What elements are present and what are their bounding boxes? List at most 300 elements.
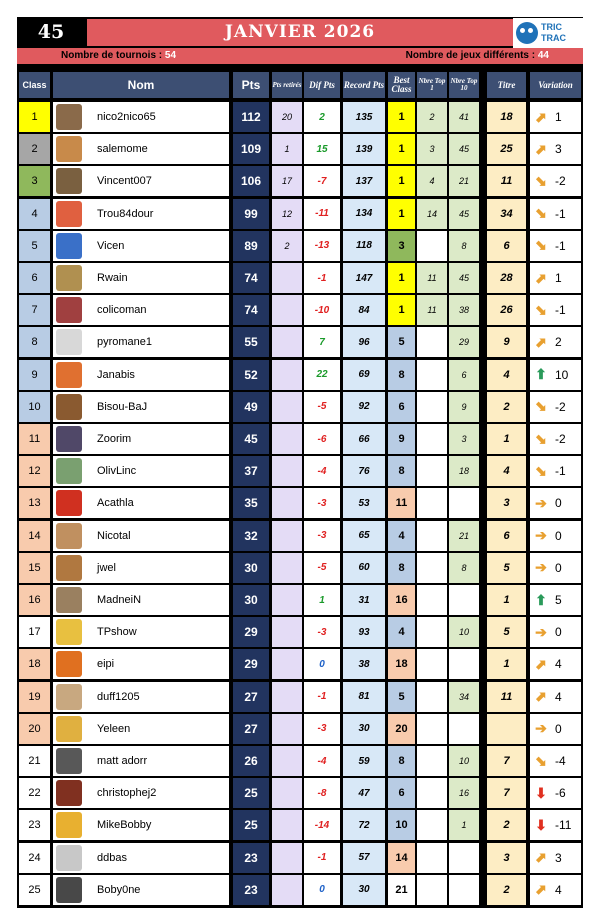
points-cell: 37 — [233, 456, 269, 486]
best-class-cell: 1 — [388, 102, 415, 132]
titles-cell: 5 — [487, 617, 526, 647]
best-class-cell: 1 — [388, 295, 415, 325]
best-class-cell: 8 — [388, 360, 415, 390]
best-class-cell: 9 — [388, 424, 415, 454]
avatar-icon — [56, 877, 82, 903]
points-cell: 45 — [233, 424, 269, 454]
titles-cell: 2 — [487, 875, 526, 905]
top1-count-cell — [417, 521, 447, 551]
table-row — [17, 843, 583, 873]
titles-cell: 5 — [487, 553, 526, 583]
points-removed-cell — [272, 521, 302, 551]
avatar-icon — [56, 555, 82, 581]
points-removed-cell: 1 — [272, 134, 302, 164]
table-row — [17, 327, 583, 357]
variation-value: -4 — [555, 754, 566, 768]
rank-cell: 6 — [19, 263, 50, 293]
best-class-cell: 1 — [388, 263, 415, 293]
avatar-icon — [56, 104, 82, 130]
ranking-board — [17, 17, 583, 908]
player-avatar — [53, 327, 85, 357]
col-header-best: Best Class — [388, 72, 415, 98]
top10-count-cell: 41 — [449, 102, 479, 132]
points-removed-cell: 17 — [272, 166, 302, 196]
player-name: salemome — [85, 134, 229, 164]
points-removed-cell — [272, 456, 302, 486]
col-header-top10: Nbre Top 10 — [449, 72, 479, 98]
titles-cell: 4 — [487, 456, 526, 486]
variation-cell — [530, 263, 581, 293]
record-points-cell: 93 — [343, 617, 385, 647]
player-name: Trou84dour — [85, 199, 229, 229]
best-class-cell: 6 — [388, 392, 415, 422]
top10-count-cell: 45 — [449, 134, 479, 164]
player-name: ddbas — [85, 843, 229, 873]
top1-count-cell — [417, 617, 447, 647]
best-class-cell: 10 — [388, 810, 415, 840]
top1-count-cell — [417, 810, 447, 840]
variation-value: -1 — [555, 238, 566, 253]
points-diff-cell: -13 — [304, 231, 340, 261]
variation-value: 1 — [555, 271, 562, 285]
player-avatar — [53, 263, 85, 293]
titles-cell: 2 — [487, 392, 526, 422]
record-points-cell: 30 — [343, 875, 385, 905]
down-right-arrow-icon: ⬊ — [535, 205, 547, 222]
player-name: Bisou-BaJ — [85, 392, 229, 422]
points-cell: 106 — [233, 166, 269, 196]
player-name: Rwain — [85, 263, 229, 293]
up-right-arrow-icon: ⬈ — [535, 655, 547, 672]
points-cell: 23 — [233, 875, 269, 905]
top10-count-cell: 8 — [449, 231, 479, 261]
player-avatar — [53, 521, 85, 551]
down-right-arrow-icon: ⬊ — [535, 301, 547, 318]
best-class-cell: 8 — [388, 746, 415, 776]
top10-count-cell: 9 — [449, 392, 479, 422]
player-avatar — [53, 746, 85, 776]
titles-cell: 6 — [487, 521, 526, 551]
variation-cell — [530, 166, 581, 196]
rank-cell: 20 — [19, 714, 50, 744]
record-points-cell: 147 — [343, 263, 385, 293]
points-cell: 23 — [233, 843, 269, 873]
titles-cell: 4 — [487, 360, 526, 390]
variation-cell — [530, 714, 581, 744]
top1-count-cell: 14 — [417, 199, 447, 229]
points-diff-cell: -6 — [304, 424, 340, 454]
record-points-cell: 118 — [343, 231, 385, 261]
down-arrow-icon: ⬇ — [535, 784, 547, 801]
avatar-icon — [56, 136, 82, 162]
points-diff-cell: 7 — [304, 327, 340, 357]
avatar-icon — [56, 458, 82, 484]
games-count — [406, 48, 549, 64]
avatar-icon — [56, 329, 82, 355]
avatar-icon — [56, 845, 82, 871]
points-removed-cell — [272, 263, 302, 293]
points-diff-cell: -7 — [304, 166, 340, 196]
up-arrow-icon: ⬆ — [535, 591, 547, 608]
titles-cell: 3 — [487, 488, 526, 518]
points-removed-cell — [272, 649, 302, 679]
points-diff-cell: -3 — [304, 521, 340, 551]
variation-value: -1 — [555, 303, 566, 318]
variation-cell — [530, 682, 581, 712]
avatar-icon — [56, 490, 82, 516]
points-removed-cell — [272, 424, 302, 454]
avatar-icon — [56, 523, 82, 549]
points-removed-cell — [272, 810, 302, 840]
titles-cell: 34 — [487, 199, 526, 229]
player-name: nico2nico65 — [85, 102, 229, 132]
variation-cell — [530, 553, 581, 583]
record-points-cell: 139 — [343, 134, 385, 164]
best-class-cell: 16 — [388, 585, 415, 615]
points-diff-cell: 0 — [304, 875, 340, 905]
top10-count-cell — [449, 714, 479, 744]
col-header-record: Record Pts — [343, 72, 385, 98]
titles-cell: 28 — [487, 263, 526, 293]
best-class-cell: 8 — [388, 553, 415, 583]
variation-value: 1 — [555, 110, 562, 124]
rank-cell: 25 — [19, 875, 50, 905]
rank-cell: 11 — [19, 424, 50, 454]
variation-cell — [530, 843, 581, 873]
titles-cell: 18 — [487, 102, 526, 132]
down-arrow-icon: ⬇ — [535, 816, 547, 833]
player-avatar — [53, 682, 85, 712]
variation-cell — [530, 875, 581, 905]
top1-count-cell — [417, 585, 447, 615]
player-avatar — [53, 199, 85, 229]
top1-count-cell — [417, 553, 447, 583]
points-cell: 99 — [233, 199, 269, 229]
top1-count-cell: 11 — [417, 295, 447, 325]
up-right-arrow-icon: ⬈ — [535, 881, 547, 898]
best-class-cell: 14 — [388, 843, 415, 873]
rank-cell: 3 — [19, 166, 50, 196]
rank-cell: 1 — [19, 102, 50, 132]
points-removed-cell — [272, 843, 302, 873]
avatar-icon — [56, 168, 82, 194]
logo-text-2: TRAC — [541, 33, 566, 43]
record-points-cell: 60 — [343, 553, 385, 583]
variation-cell — [530, 392, 581, 422]
variation-value: 4 — [555, 882, 562, 897]
table-row — [17, 682, 583, 712]
rank-cell: 8 — [19, 327, 50, 357]
player-avatar — [53, 392, 85, 422]
table-row — [17, 134, 583, 164]
titles-cell: 7 — [487, 746, 526, 776]
player-avatar — [53, 102, 85, 132]
titles-cell: 11 — [487, 166, 526, 196]
record-points-cell: 135 — [343, 102, 385, 132]
rank-cell: 24 — [19, 843, 50, 873]
avatar-icon — [56, 233, 82, 259]
table-row — [17, 424, 583, 454]
player-name: duff1205 — [85, 682, 229, 712]
player-avatar — [53, 875, 85, 905]
points-removed-cell — [272, 295, 302, 325]
player-name: Vincent007 — [85, 166, 229, 196]
points-diff-cell: -8 — [304, 778, 340, 808]
table-row — [17, 649, 583, 679]
up-right-arrow-icon: ⬈ — [535, 849, 547, 866]
points-removed-cell — [272, 778, 302, 808]
top10-count-cell: 8 — [449, 553, 479, 583]
player-avatar — [53, 295, 85, 325]
player-name: Yeleen — [85, 714, 229, 744]
down-right-arrow-icon: ⬊ — [535, 752, 547, 769]
record-points-cell: 65 — [343, 521, 385, 551]
points-removed-cell — [272, 746, 302, 776]
titles-cell: 1 — [487, 424, 526, 454]
rank-cell: 10 — [19, 392, 50, 422]
variation-cell — [530, 521, 581, 551]
table-row — [17, 521, 583, 551]
points-diff-cell: 2 — [304, 102, 340, 132]
record-points-cell: 81 — [343, 682, 385, 712]
top1-count-cell — [417, 360, 447, 390]
points-cell: 32 — [233, 521, 269, 551]
up-right-arrow-icon: ⬈ — [535, 269, 547, 286]
points-removed-cell — [272, 488, 302, 518]
points-cell: 26 — [233, 746, 269, 776]
player-name: eipi — [85, 649, 229, 679]
table-row — [17, 456, 583, 486]
variation-cell — [530, 360, 581, 390]
record-points-cell: 76 — [343, 456, 385, 486]
rank-cell: 4 — [19, 199, 50, 229]
record-points-cell: 137 — [343, 166, 385, 196]
top10-count-cell: 38 — [449, 295, 479, 325]
variation-cell — [530, 102, 581, 132]
player-avatar — [53, 585, 85, 615]
top10-count-cell: 21 — [449, 166, 479, 196]
variation-value: -2 — [555, 174, 566, 189]
up-right-arrow-icon: ⬈ — [535, 688, 547, 705]
record-points-cell: 69 — [343, 360, 385, 390]
variation-cell — [530, 199, 581, 229]
table-row — [17, 875, 583, 905]
table-row — [17, 553, 583, 583]
points-cell: 55 — [233, 327, 269, 357]
player-name: pyromane1 — [85, 327, 229, 357]
record-points-cell: 72 — [343, 810, 385, 840]
player-avatar — [53, 617, 85, 647]
titles-cell: 3 — [487, 843, 526, 873]
variation-value: -2 — [555, 432, 566, 446]
player-name: Janabis — [85, 360, 229, 390]
player-avatar — [53, 456, 85, 486]
top1-count-cell — [417, 714, 447, 744]
avatar-icon — [56, 812, 82, 838]
variation-cell — [530, 746, 581, 776]
variation-value: 0 — [555, 528, 562, 543]
table-row — [17, 714, 583, 744]
page-title: JANVIER 2026 — [87, 19, 513, 46]
top10-count-cell: 10 — [449, 617, 479, 647]
variation-cell — [530, 327, 581, 357]
avatar-icon — [56, 780, 82, 806]
down-right-arrow-icon: ⬊ — [535, 237, 547, 254]
titles-cell: 26 — [487, 295, 526, 325]
table-row — [17, 199, 583, 229]
avatar-icon — [56, 265, 82, 291]
player-name: Boby0ne — [85, 875, 229, 905]
up-right-arrow-icon: ⬈ — [535, 108, 547, 125]
points-diff-cell: -3 — [304, 714, 340, 744]
top1-count-cell — [417, 424, 447, 454]
col-header-titre: Titre — [487, 72, 526, 98]
top10-count-cell: 29 — [449, 327, 479, 357]
best-class-cell: 6 — [388, 778, 415, 808]
games-label: Nombre de jeux différents : — [405, 50, 536, 61]
variation-value: -11 — [555, 818, 572, 833]
table-row — [17, 778, 583, 808]
variation-cell — [530, 810, 581, 840]
points-removed-cell: 20 — [272, 102, 302, 132]
top10-count-cell: 45 — [449, 199, 479, 229]
points-cell: 30 — [233, 585, 269, 615]
top1-count-cell — [417, 682, 447, 712]
player-name: MikeBobby — [85, 810, 229, 840]
logo-text-1: TRIC — [541, 22, 562, 32]
variation-value: -2 — [555, 399, 566, 414]
table-row — [17, 810, 583, 840]
top1-count-cell — [417, 327, 447, 357]
points-cell: 30 — [233, 553, 269, 583]
record-points-cell: 47 — [343, 778, 385, 808]
record-points-cell: 59 — [343, 746, 385, 776]
top10-count-cell: 45 — [449, 263, 479, 293]
points-cell: 35 — [233, 488, 269, 518]
points-diff-cell: -4 — [304, 456, 340, 486]
player-name: jwel — [85, 553, 229, 583]
top10-count-cell — [449, 843, 479, 873]
top1-count-cell — [417, 392, 447, 422]
player-name: Nicotal — [85, 521, 229, 551]
player-avatar — [53, 488, 85, 518]
titles-cell: 7 — [487, 778, 526, 808]
avatar-icon — [56, 651, 82, 677]
avatar-icon — [56, 587, 82, 613]
right-arrow-icon: ➔ — [535, 527, 547, 544]
record-points-cell: 38 — [343, 649, 385, 679]
points-diff-cell: 0 — [304, 649, 340, 679]
variation-value: 3 — [555, 850, 562, 865]
right-arrow-icon: ➔ — [535, 623, 547, 640]
points-cell: 49 — [233, 392, 269, 422]
points-diff-cell: -5 — [304, 553, 340, 583]
table-row — [17, 263, 583, 293]
header-bar — [17, 17, 583, 64]
rank-cell: 14 — [19, 521, 50, 551]
top1-count-cell — [417, 778, 447, 808]
rank-cell: 21 — [19, 746, 50, 776]
table-row — [17, 585, 583, 615]
variation-cell — [530, 617, 581, 647]
points-removed-cell — [272, 617, 302, 647]
rank-cell: 22 — [19, 778, 50, 808]
variation-value: 4 — [555, 657, 562, 672]
points-diff-cell: -5 — [304, 392, 340, 422]
variation-value: 0 — [555, 496, 562, 511]
player-avatar — [53, 231, 85, 261]
points-diff-cell: -14 — [304, 810, 340, 840]
table-row — [17, 488, 583, 518]
best-class-cell: 3 — [388, 231, 415, 261]
points-removed-cell — [272, 682, 302, 712]
titles-cell: 1 — [487, 585, 526, 615]
record-points-cell: 31 — [343, 585, 385, 615]
tournaments-value: 54 — [164, 50, 177, 61]
record-points-cell: 92 — [343, 392, 385, 422]
avatar-icon — [56, 201, 82, 227]
best-class-cell: 1 — [388, 166, 415, 196]
player-avatar — [53, 360, 85, 390]
variation-cell — [530, 778, 581, 808]
points-removed-cell — [272, 714, 302, 744]
player-name: colicoman — [85, 295, 229, 325]
up-right-arrow-icon: ⬈ — [535, 140, 547, 157]
right-arrow-icon: ➔ — [535, 559, 547, 576]
rank-cell: 16 — [19, 585, 50, 615]
top1-count-cell — [417, 875, 447, 905]
avatar-icon — [56, 748, 82, 774]
best-class-cell: 4 — [388, 521, 415, 551]
variation-value: 0 — [555, 721, 562, 736]
points-cell: 29 — [233, 617, 269, 647]
top1-count-cell — [417, 649, 447, 679]
col-header-class: Class — [19, 72, 50, 98]
top10-count-cell: 16 — [449, 778, 479, 808]
rank-cell: 9 — [19, 360, 50, 390]
titles-cell: 2 — [487, 810, 526, 840]
top10-count-cell — [449, 488, 479, 518]
points-diff-cell: 1 — [304, 585, 340, 615]
titles-cell: 11 — [487, 682, 526, 712]
points-diff-cell: -1 — [304, 682, 340, 712]
table-row — [17, 102, 583, 132]
best-class-cell: 1 — [388, 134, 415, 164]
variation-value: -1 — [555, 206, 566, 221]
titles-cell — [487, 714, 526, 744]
avatar-icon — [56, 716, 82, 742]
record-points-cell: 96 — [343, 327, 385, 357]
player-name: christophej2 — [85, 778, 229, 808]
rank-cell: 18 — [19, 649, 50, 679]
down-right-arrow-icon: ⬊ — [535, 430, 547, 447]
record-points-cell: 30 — [343, 714, 385, 744]
player-avatar — [53, 424, 85, 454]
points-removed-cell — [272, 392, 302, 422]
table-row — [17, 360, 583, 390]
best-class-cell: 5 — [388, 682, 415, 712]
best-class-cell: 1 — [388, 199, 415, 229]
titles-cell: 25 — [487, 134, 526, 164]
week-number: 45 — [37, 21, 65, 43]
top10-count-cell: 21 — [449, 521, 479, 551]
variation-value: 0 — [555, 560, 562, 575]
right-arrow-icon: ➔ — [535, 720, 547, 737]
points-removed-cell — [272, 553, 302, 583]
col-header-top1: Nbre Top 1 — [417, 72, 447, 98]
points-diff-cell: 22 — [304, 360, 340, 390]
player-avatar — [53, 810, 85, 840]
